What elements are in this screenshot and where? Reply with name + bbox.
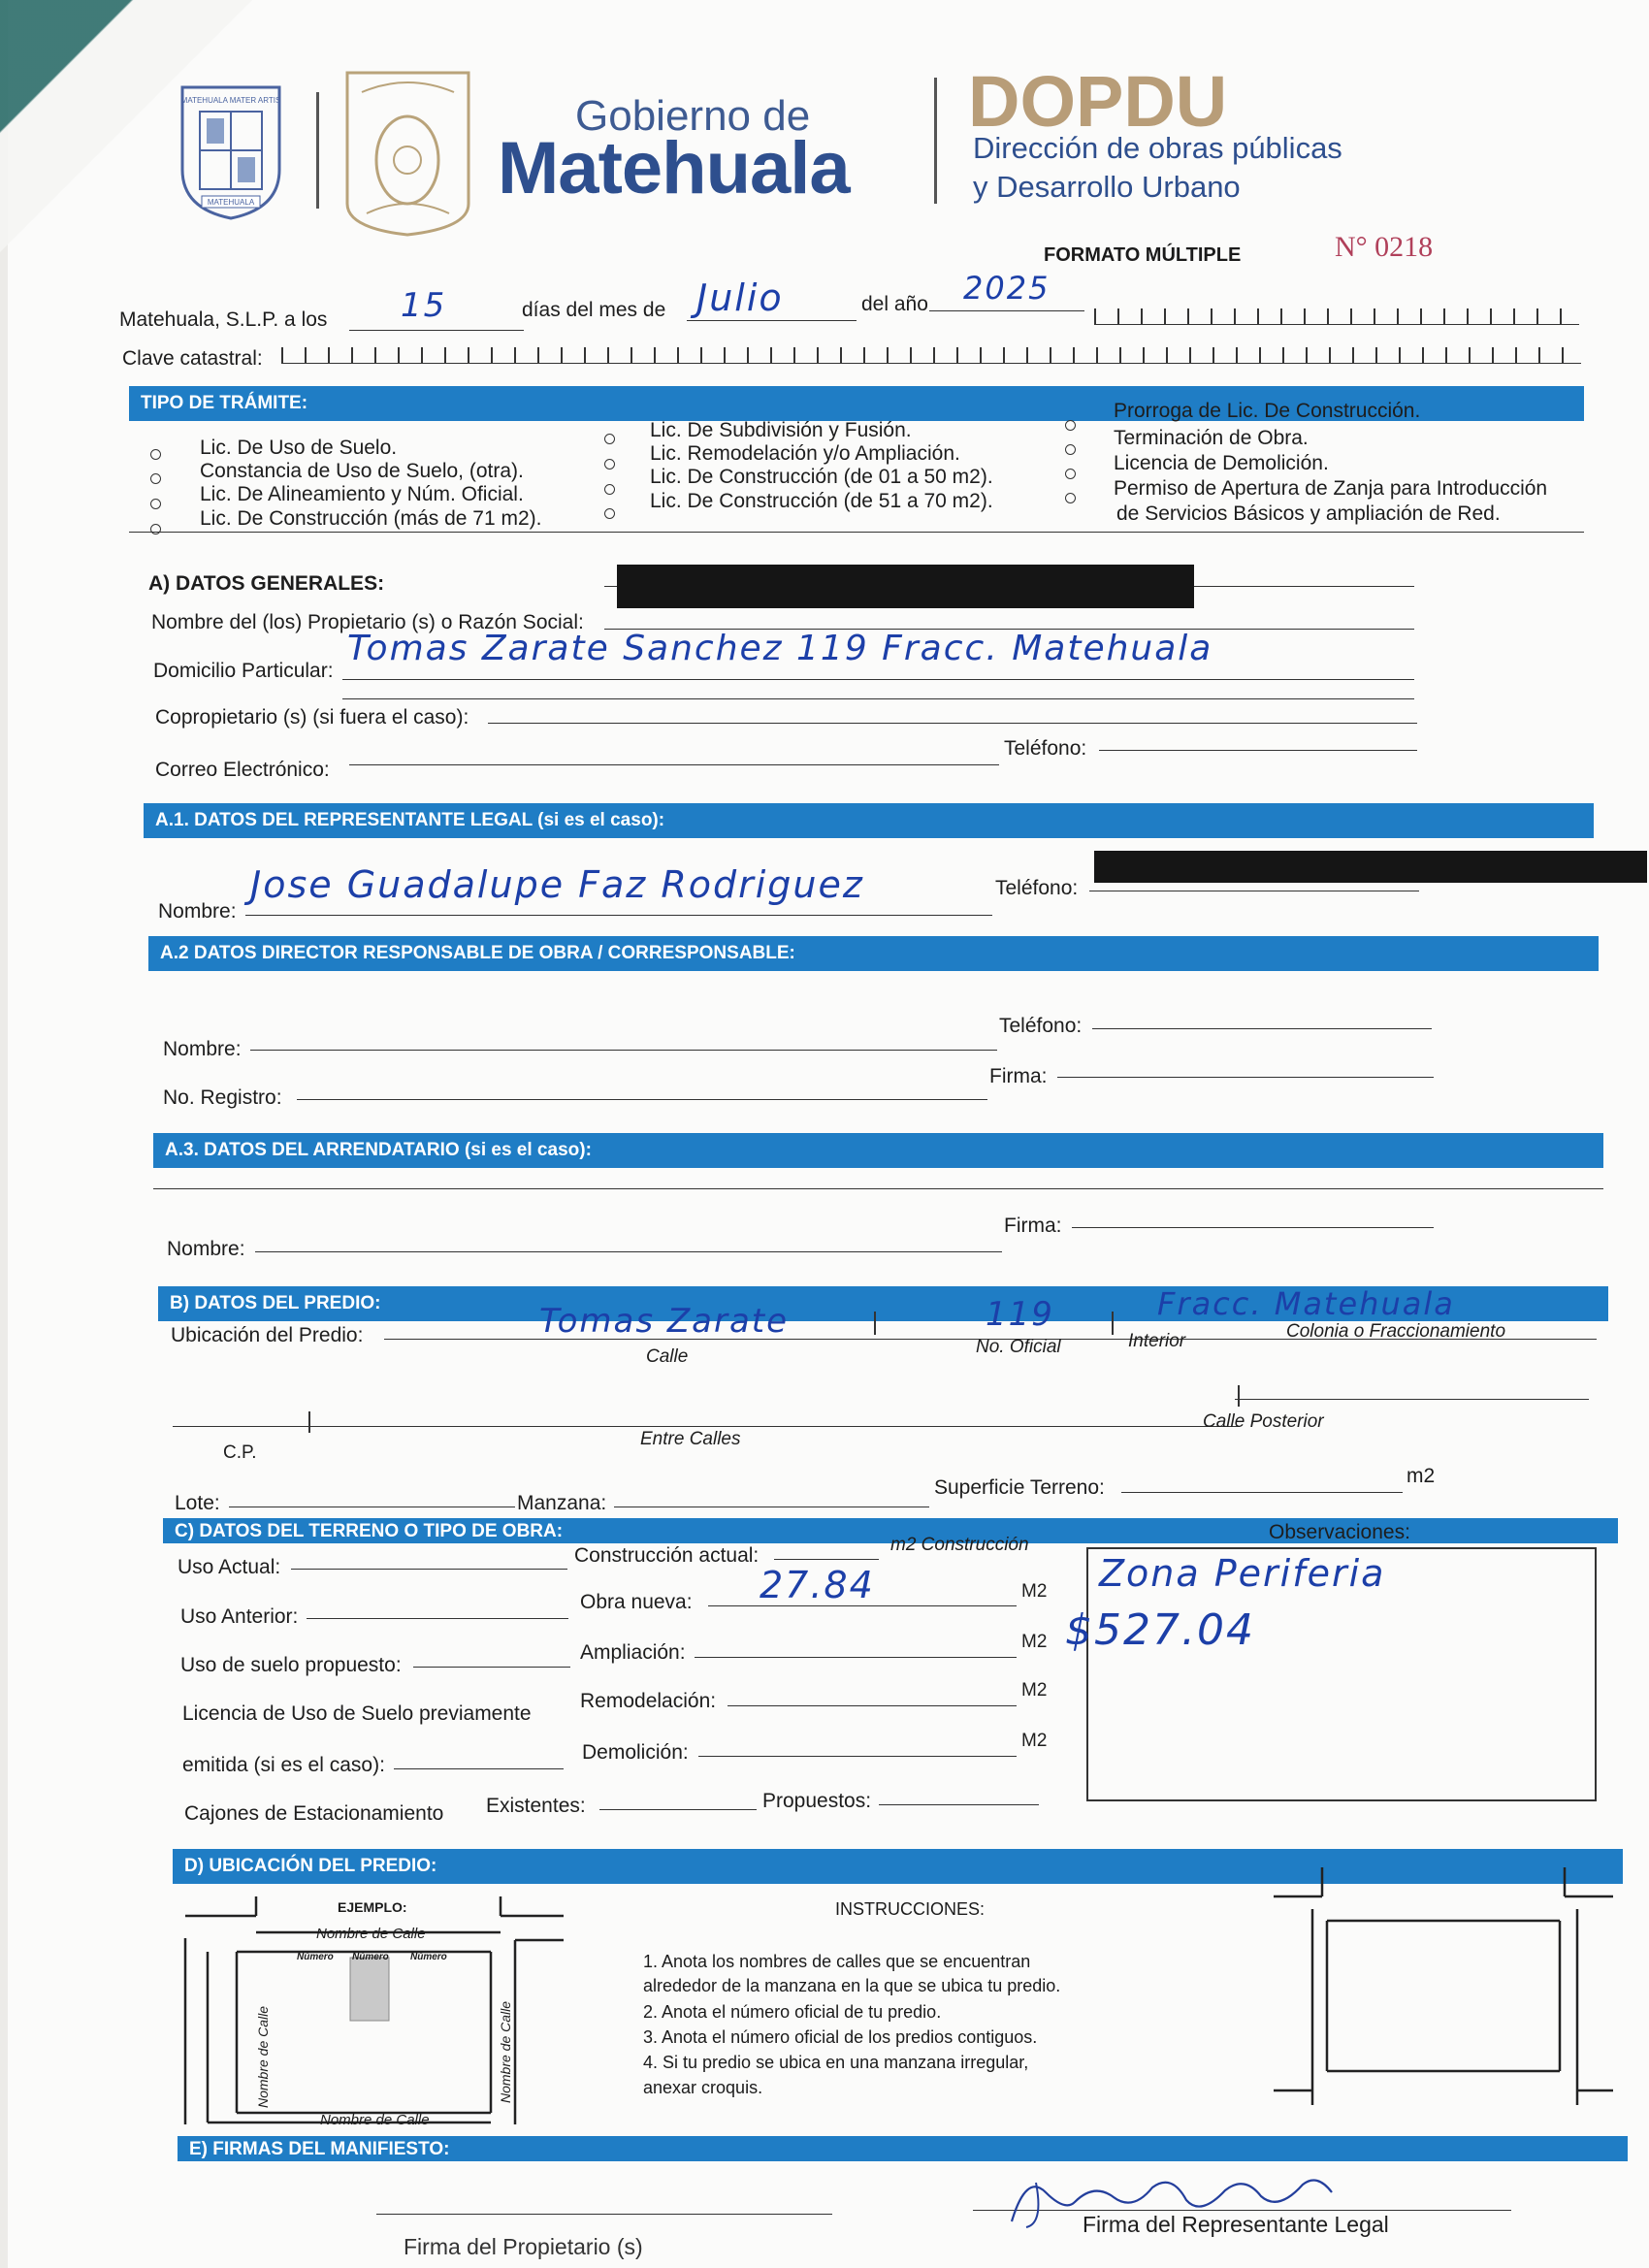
domicilio-line xyxy=(342,679,1414,680)
obra-nueva-unit: M2 xyxy=(1021,1581,1048,1602)
arrendatario-sep xyxy=(153,1188,1603,1189)
ejemplo-label: EJEMPLO: xyxy=(338,1899,407,1915)
form-page xyxy=(8,0,1649,2268)
uso-anterior-line[interactable] xyxy=(307,1618,568,1619)
arrendatario-firma-line[interactable] xyxy=(1072,1227,1434,1228)
obra-nueva-label: Obra nueva: xyxy=(580,1591,693,1613)
header-subtitle: Gobierno de xyxy=(575,92,811,140)
cp-line[interactable] xyxy=(173,1426,1240,1427)
opt-uso-suelo: Lic. De Uso de Suelo. xyxy=(200,437,398,459)
m2-construccion-sublabel: m2 Construcción xyxy=(890,1535,1029,1555)
rep-phone-redacted xyxy=(1094,851,1647,883)
copropietario-label: Copropietario (s) (si fuera el caso): xyxy=(155,706,469,729)
radio-uso-suelo[interactable] xyxy=(150,449,161,460)
instruccion-4a: 4. Si tu predio se ubica en una manzana irregular, xyxy=(643,2053,1029,2072)
rep-telefono-label: Teléfono: xyxy=(995,877,1079,899)
date-year-value[interactable]: 2025 xyxy=(963,270,1051,307)
construccion-actual-label: Construcción actual: xyxy=(574,1544,760,1567)
director-registro-line[interactable] xyxy=(297,1099,987,1100)
lote-label: Lote: xyxy=(175,1492,220,1514)
radio-remodelacion[interactable] xyxy=(604,459,615,470)
dept-name-line1: Dirección de obras públicas xyxy=(973,131,1342,165)
section-director-obra: A.2 DATOS DIRECTOR RESPONSABLE DE OBRA / CORRESPONSABLE: xyxy=(148,936,1599,971)
seal-banner-text: MATEHUALA xyxy=(207,198,255,207)
director-firma-label: Firma: xyxy=(989,1065,1048,1087)
instruccion-3: 3. Anota el número oficial de los predios contiguos. xyxy=(643,2027,1038,2047)
existentes-label: Existentes: xyxy=(486,1795,586,1817)
arrendatario-firma-label: Firma: xyxy=(1004,1215,1062,1237)
radio-construccion-71[interactable] xyxy=(150,524,161,535)
remodelacion-label: Remodelación: xyxy=(580,1690,717,1712)
opt-prorroga: Prorroga de Lic. De Construcción. xyxy=(1114,400,1421,422)
licencia-previa-label: Licencia de Uso de Suelo previamente xyxy=(182,1702,532,1725)
remodelacion-line[interactable] xyxy=(728,1705,1017,1706)
ubicacion-numero-value[interactable]: 119 xyxy=(986,1295,1054,1334)
croquis-drawing-area[interactable] xyxy=(1269,1863,1618,2115)
cp-sep xyxy=(308,1411,310,1433)
demolicion-unit: M2 xyxy=(1021,1731,1048,1751)
opt-demolicion: Licencia de Demolición. xyxy=(1114,452,1329,474)
opt-remodelacion: Lic. Remodelación y/o Ampliación. xyxy=(650,442,960,465)
ampliacion-label: Ampliación: xyxy=(580,1641,686,1664)
calle-posterior-line[interactable] xyxy=(1235,1399,1589,1400)
dopdu-logo: DOPDU xyxy=(968,61,1228,142)
calle-posterior-sublabel: Calle Posterior xyxy=(1203,1411,1324,1432)
domicilio-line-2 xyxy=(342,698,1414,699)
section-datos-predio: B) DATOS DEL PREDIO: xyxy=(158,1286,1608,1321)
propietario-redacted xyxy=(617,565,1194,608)
arrendatario-nombre-label: Nombre: xyxy=(167,1238,245,1260)
diagram-street-bottom: Nombre de Calle xyxy=(320,2112,430,2128)
instrucciones-title: INSTRUCCIONES: xyxy=(835,1899,986,1919)
opt-construccion-50: Lic. De Construcción (de 01 a 50 m2). xyxy=(650,466,993,488)
date-label-days: días del mes de xyxy=(522,299,666,321)
manzana-label: Manzana: xyxy=(517,1492,607,1514)
entre-calles-sublabel: Entre Calles xyxy=(640,1429,741,1449)
interior-sublabel: Interior xyxy=(1128,1331,1186,1351)
propietario-label: Nombre del (los) Propietario (s) o Razón Social: xyxy=(151,611,584,633)
telefono-label-dg: Teléfono: xyxy=(1004,737,1087,760)
construccion-actual-line[interactable] xyxy=(774,1559,879,1560)
header-divider-2 xyxy=(934,78,937,204)
instruccion-1b: alrededor de la manzana en la que se ubica tu predio. xyxy=(643,1976,1061,1995)
ubicacion-colonia-value[interactable]: Fracc. Matehuala xyxy=(1157,1285,1455,1322)
calle-sublabel: Calle xyxy=(646,1346,689,1367)
uso-propuesto-label: Uso de suelo propuesto: xyxy=(180,1654,402,1676)
diagram-number-2: Número xyxy=(352,1952,389,1962)
ubicacion-calle-value[interactable]: Tomas Zarate xyxy=(539,1302,790,1341)
superficie-label: Superficie Terreno: xyxy=(934,1476,1105,1499)
radio-demolicion[interactable] xyxy=(1065,469,1076,479)
ubicacion-label: Ubicación del Predio: xyxy=(171,1324,364,1346)
opt-construccion-71: Lic. De Construcción (más de 71 m2). xyxy=(200,507,542,530)
date-day-line xyxy=(349,330,524,331)
diagram-number-1: Número xyxy=(297,1952,334,1962)
radio-constancia[interactable] xyxy=(150,473,161,484)
superficie-line[interactable] xyxy=(1121,1492,1403,1493)
opt-constancia: Constancia de Uso de Suelo, (otra). xyxy=(200,460,524,482)
remodelacion-unit: M2 xyxy=(1021,1680,1048,1701)
cp-sublabel: C.P. xyxy=(223,1442,257,1463)
obra-nueva-value[interactable]: 27.84 xyxy=(760,1564,875,1606)
radio-terminacion[interactable] xyxy=(1065,444,1076,455)
opt-zanja-cont: de Servicios Básicos y ampliación de Red. xyxy=(1116,502,1501,525)
cajones-label: Cajones de Estacionamiento xyxy=(184,1802,444,1825)
opt-construccion-70: Lic. De Construcción (de 51 a 70 m2). xyxy=(650,490,993,512)
superficie-unit: m2 xyxy=(1406,1465,1436,1487)
folio-number: N° 0218 xyxy=(1335,231,1434,263)
instruccion-1a: 1. Anota los nombres de calles que se encuentran xyxy=(643,1952,1031,1971)
opt-subdivision: Lic. De Subdivisión y Fusión. xyxy=(650,419,912,441)
existentes-line[interactable] xyxy=(599,1809,757,1810)
rep-nombre-label: Nombre: xyxy=(158,900,237,923)
section-datos-generales: A) DATOS GENERALES: xyxy=(148,572,385,595)
firma-propietario-label: Firma del Propietario (s) xyxy=(404,2234,643,2259)
date-year-line xyxy=(929,310,1084,311)
domicilio-value[interactable]: Tomas Zarate Sanchez 119 Fracc. Matehuala xyxy=(347,629,1213,668)
firma-representante-label: Firma del Representante Legal xyxy=(1083,2212,1389,2237)
observaciones-line1[interactable]: Zona Periferia xyxy=(1099,1552,1386,1595)
ubicacion-sep1 xyxy=(874,1312,876,1335)
ampliacion-unit: M2 xyxy=(1021,1632,1048,1652)
opt-zanja: Permiso de Apertura de Zanja para Introducción xyxy=(1114,477,1548,500)
date-label-year: del año xyxy=(861,293,928,315)
header-title: Matehuala xyxy=(498,127,850,210)
uso-propuesto-line[interactable] xyxy=(413,1667,570,1668)
ampliacion-line[interactable] xyxy=(695,1657,1017,1658)
demolicion-line[interactable] xyxy=(698,1756,1017,1757)
propuestos-label: Propuestos: xyxy=(762,1790,872,1812)
correo-label: Correo Electrónico: xyxy=(155,759,330,781)
section-representante-legal: A.1. DATOS DEL REPRESENTANTE LEGAL (si es el caso): xyxy=(144,803,1594,838)
arrendatario-nombre-line[interactable] xyxy=(255,1251,1002,1252)
rep-nombre-line xyxy=(245,915,992,916)
uso-anterior-label: Uso Anterior: xyxy=(180,1605,299,1628)
licencia-emitida-label: emitida (si es el caso): xyxy=(182,1754,385,1776)
coat-of-arms-seal xyxy=(173,78,289,223)
no-oficial-sublabel: No. Oficial xyxy=(976,1337,1061,1357)
radio-alineamiento[interactable] xyxy=(150,499,161,509)
header-divider xyxy=(316,92,319,209)
section-tipo-tramite: TIPO DE TRÁMITE: xyxy=(129,386,1584,421)
demolicion-label: Demolición: xyxy=(582,1741,689,1764)
seal-top-text: MATEHUALA MATER ARTIS xyxy=(180,96,281,105)
date-day-value[interactable]: 15 xyxy=(401,286,447,325)
radio-subdivision[interactable] xyxy=(604,434,615,444)
date-label-place: Matehuala, S.L.P. a los xyxy=(119,308,328,331)
correo-line[interactable] xyxy=(349,764,999,765)
observaciones-line2[interactable]: $527.04 xyxy=(1065,1605,1255,1655)
diagram-street-top: Nombre de Calle xyxy=(316,1926,426,1942)
posterior-sep xyxy=(1238,1385,1240,1407)
director-nombre-line[interactable] xyxy=(250,1050,997,1051)
dept-name-line2: y Desarrollo Urbano xyxy=(973,170,1241,204)
diagram-number-3: Número xyxy=(410,1952,447,1962)
section-firmas: E) FIRMAS DEL MANIFIESTO: xyxy=(178,2136,1628,2161)
licencia-emitida-line[interactable] xyxy=(394,1768,564,1769)
director-registro-label: No. Registro: xyxy=(163,1086,282,1109)
section-datos-terreno: C) DATOS DEL TERRENO O TIPO DE OBRA: xyxy=(163,1518,1618,1543)
firma-propietario-line[interactable] xyxy=(376,2214,832,2215)
propuestos-line[interactable] xyxy=(879,1804,1039,1805)
director-telefono-label: Teléfono: xyxy=(999,1015,1083,1037)
municipal-emblem xyxy=(342,68,473,238)
instruccion-4b: anexar croquis. xyxy=(643,2078,763,2097)
domicilio-label: Domicilio Particular: xyxy=(153,660,334,682)
date-month-line xyxy=(687,320,857,321)
observaciones-label: Observaciones: xyxy=(1269,1521,1410,1543)
opt-alineamiento: Lic. De Alineamiento y Núm. Oficial. xyxy=(200,483,524,505)
director-nombre-label: Nombre: xyxy=(163,1038,242,1060)
date-extra-ticks xyxy=(1094,308,1579,325)
colonia-sublabel: Colonia o Fraccionamiento xyxy=(1286,1321,1506,1342)
tramite-box-bottom xyxy=(129,532,1584,533)
uso-actual-line[interactable] xyxy=(291,1569,567,1570)
opt-terminacion: Terminación de Obra. xyxy=(1114,427,1309,449)
ubicacion-sep2 xyxy=(1112,1312,1114,1335)
clave-catastral-label: Clave catastral: xyxy=(122,347,263,370)
radio-construccion-50[interactable] xyxy=(604,484,615,495)
diagram-street-right: Nombre de Calle xyxy=(498,2000,513,2103)
section-ubicacion-predio: D) UBICACIÓN DEL PREDIO: xyxy=(173,1849,1623,1884)
radio-construccion-70[interactable] xyxy=(604,508,615,519)
form-type: FORMATO MÚLTIPLE xyxy=(1044,244,1242,266)
telefono-line-dg[interactable] xyxy=(1099,750,1417,751)
rep-nombre-value[interactable]: Jose Guadalupe Faz Rodriguez xyxy=(250,863,864,906)
director-firma-line[interactable] xyxy=(1057,1077,1434,1078)
diagram-street-left: Nombre de Calle xyxy=(255,2005,271,2108)
radio-prorroga[interactable] xyxy=(1065,420,1076,431)
copropietario-line xyxy=(488,723,1417,724)
clave-catastral-field[interactable] xyxy=(281,347,1581,364)
director-telefono-line[interactable] xyxy=(1092,1028,1432,1029)
section-arrendatario: A.3. DATOS DEL ARRENDATARIO (si es el caso): xyxy=(153,1133,1603,1168)
instruccion-2: 2. Anota el número oficial de tu predio. xyxy=(643,2002,942,2022)
uso-actual-label: Uso Actual: xyxy=(178,1556,281,1578)
radio-zanja[interactable] xyxy=(1065,493,1076,503)
date-month-value[interactable]: Julio xyxy=(696,276,784,319)
